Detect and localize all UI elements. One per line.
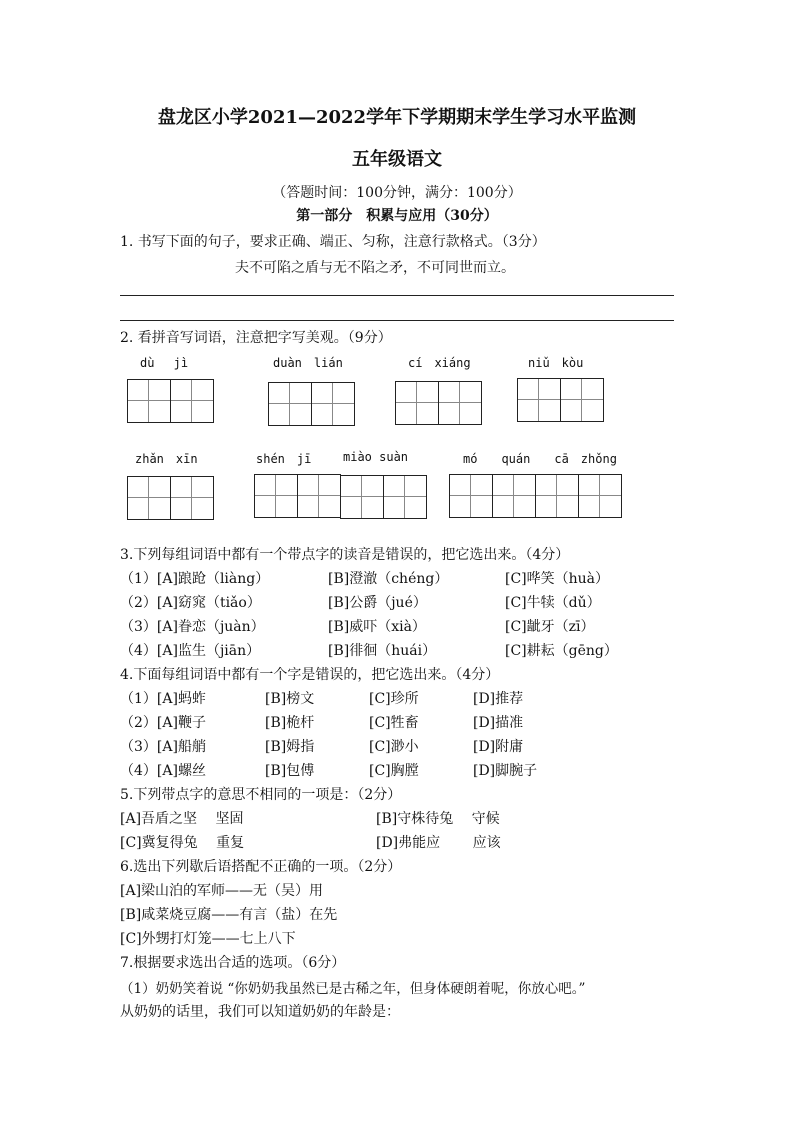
pinyin-label: cí xiáng (408, 356, 471, 370)
option[interactable]: [B]包傅 (265, 763, 315, 779)
q3-prompt: 3.下列每组词语中都有一个带点字的读音是错误的，把它选出来。（4分） (120, 547, 570, 563)
option[interactable]: [A]梁山泊的军师——无（吴）用 (120, 883, 324, 899)
pinyin-label: mó quán cā zhǒng (463, 452, 617, 466)
q6-prompt: 6.选出下列歇后语搭配不正确的一项。（2分） (120, 859, 402, 875)
option[interactable]: （4）[A]监生（jiān） (120, 643, 261, 659)
option[interactable]: [A]吾盾之坚 坚固 (120, 811, 244, 827)
option[interactable]: [D]脚腕子 (473, 763, 538, 779)
option[interactable]: （2）[A]鞭子 (120, 715, 206, 731)
option[interactable]: [C]外甥打灯笼——七上八下 (120, 931, 296, 947)
option[interactable]: [D]推荐 (473, 691, 524, 707)
answer-line-2[interactable] (120, 320, 674, 321)
option[interactable]: [B]姆指 (265, 739, 315, 755)
option[interactable]: [B]威吓（xià） (328, 619, 426, 635)
pinyin-label: niǔ kòu (528, 356, 584, 370)
option[interactable]: [C]珍所 (369, 691, 419, 707)
writing-grid[interactable] (254, 474, 341, 518)
option[interactable]: [D]描准 (473, 715, 524, 731)
exam-note: （答题时间：100分钟，满分：100分） (272, 185, 522, 201)
pinyin-label: dù jì (140, 356, 189, 370)
option[interactable]: [C]龇牙（zī） (505, 619, 595, 635)
pinyin-label: shén jī (256, 452, 312, 466)
option[interactable]: [B]公爵（jué） (328, 595, 427, 611)
option[interactable]: [B]咸菜烧豆腐——有言（盐）在先 (120, 907, 338, 923)
q7-text-line: （1）奶奶笑着说 “你奶奶我虽然已是古稀之年，但身体硬朗着呢，你放心吧。” (120, 981, 586, 997)
option[interactable]: [B]桅杆 (265, 715, 315, 731)
option[interactable]: [B]徘徊（huái） (328, 643, 437, 659)
pinyin-label: miào suàn (343, 450, 409, 464)
option[interactable]: [C]牛犊（dǔ） (505, 595, 601, 611)
option[interactable]: [C]冀复得兔 重复 (120, 835, 245, 851)
option[interactable]: （3）[A]眷恋（juàn） (120, 619, 265, 635)
q2-prompt: 2. 看拼音写词语，注意把字写美观。（9分） (120, 330, 392, 346)
option[interactable]: （2）[A]窈窕（tiǎo） (120, 595, 261, 611)
writing-grid[interactable] (517, 378, 604, 422)
q1-sentence: 夫不可陷之盾与无不陷之矛，不可同世而立。 (235, 260, 515, 276)
option[interactable]: （1）[A]踉跄（liàng） (120, 571, 270, 587)
option[interactable]: （3）[A]船艄 (120, 739, 206, 755)
answer-line-1[interactable] (120, 295, 674, 296)
pinyin-label: duàn lián (273, 356, 343, 370)
part-heading: 第一部分 积累与应用（30分） (296, 208, 498, 224)
q4-prompt: 4.下面每组词语中都有一个字是错误的，把它选出来。（4分） (120, 667, 500, 683)
option[interactable]: [B]守株待兔 守候 (376, 811, 500, 827)
q7-text-line: 从奶奶的话里，我们可以知道奶奶的年龄是： (120, 1004, 400, 1020)
writing-grid[interactable] (449, 474, 622, 518)
exam-subtitle: 五年级语文 (352, 149, 442, 170)
option[interactable]: [B]澄澈（chéng） (328, 571, 449, 587)
q1-prompt: 1. 书写下面的句子，要求正确、端正、匀称，注意行款格式。（3分） (120, 234, 546, 250)
writing-grid[interactable] (268, 382, 355, 426)
option[interactable]: （4）[A]螺丝 (120, 763, 206, 779)
q7-prompt: 7.根据要求选出合适的选项。（6分） (120, 955, 346, 971)
q5-prompt: 5.下列带点字的意思不相同的一项是：（2分） (120, 787, 402, 803)
writing-grid[interactable] (127, 476, 214, 520)
exam-title: 盘龙区小学2021—2022学年下学期期末学生学习水平监测 (157, 107, 637, 128)
pinyin-label: zhǎn xīn (135, 452, 198, 466)
option[interactable]: [C]渺小 (369, 739, 419, 755)
option[interactable]: [C]牲畜 (369, 715, 419, 731)
writing-grid[interactable] (395, 381, 482, 425)
option[interactable]: [B]榜文 (265, 691, 315, 707)
option[interactable]: [C]胸膛 (369, 763, 419, 779)
writing-grid[interactable] (127, 379, 214, 423)
option[interactable]: [D]附庸 (473, 739, 524, 755)
option[interactable]: [D]弗能应 应该 (376, 835, 501, 851)
option[interactable]: [C]哗笑（huà） (505, 571, 610, 587)
option[interactable]: （1）[A]蚂蚱 (120, 691, 206, 707)
writing-grid[interactable] (340, 475, 427, 519)
option[interactable]: [C]耕耘（gēng） (505, 643, 618, 659)
